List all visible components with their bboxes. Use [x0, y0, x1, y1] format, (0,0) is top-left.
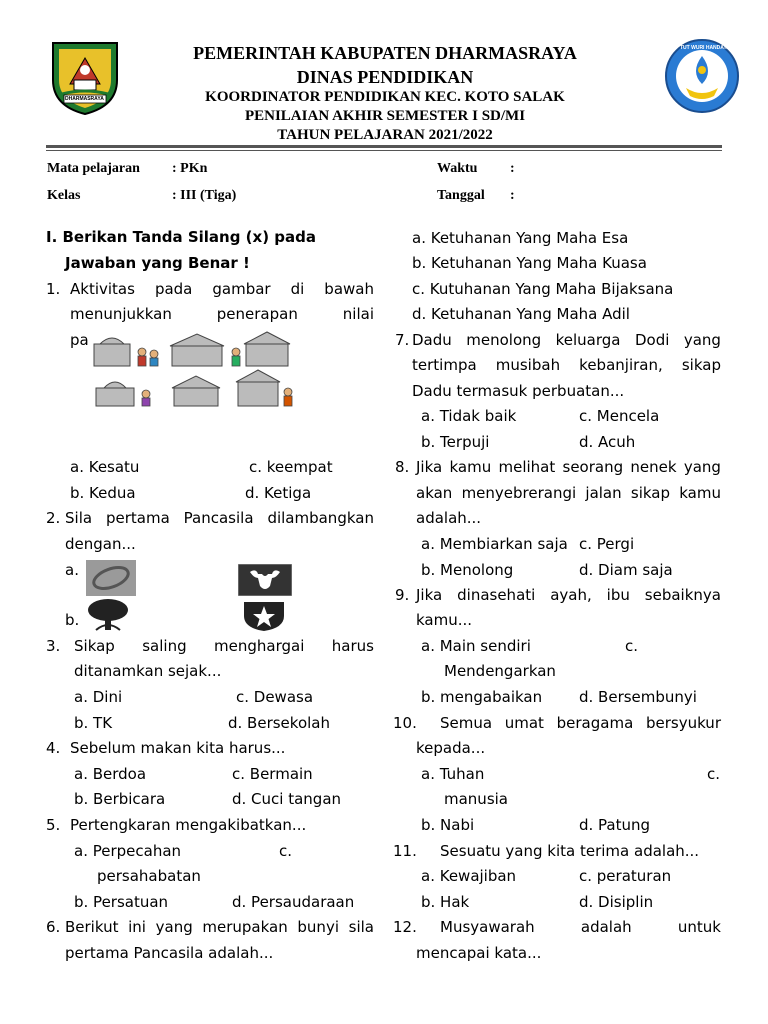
- section-title-2: Jawaban yang Benar !: [65, 254, 250, 272]
- q2-line2: dengan...: [65, 535, 136, 553]
- class-value: : III (Tiga): [172, 188, 237, 203]
- q10-line2: kepada...: [416, 739, 486, 757]
- q6-line2: pertama Pancasila adalah...: [65, 944, 274, 962]
- q7-line1: Dadu menolong keluarga Dodi yang: [412, 331, 721, 349]
- q11-option-c: c. peraturan: [579, 867, 672, 885]
- q7-option-d: d. Acuh: [579, 433, 636, 451]
- q4-number: 4.: [46, 739, 61, 757]
- q11-option-b: b. Hak: [421, 893, 470, 911]
- q6-option-a: a. Ketuhanan Yang Maha Esa: [412, 229, 629, 247]
- q11-option-a: a. Kewajiban: [421, 867, 517, 885]
- q7-option-a: a. Tidak baik: [421, 407, 517, 425]
- q5-option-a: a. Perpecahan: [74, 842, 182, 860]
- q8-option-d: d. Diam saja: [579, 561, 673, 579]
- q3-line2: ditanamkan sejak...: [74, 662, 222, 680]
- header-rule-thin: [46, 150, 722, 151]
- q5-option-c-text: persahabatan: [97, 867, 201, 885]
- q9-line1: Jika dinasehati ayah, ibu sebaiknya: [416, 586, 721, 604]
- q9-option-a: a. Main sendiri: [421, 637, 531, 655]
- q1-option-d: d. Ketiga: [245, 484, 312, 502]
- star-symbol-image: [242, 600, 286, 632]
- q5-option-c: c.: [279, 842, 293, 860]
- q8-number: 8.: [395, 458, 410, 476]
- q12-line1: Musyawarah adalah untuk: [440, 918, 721, 936]
- q7-option-b: b. Terpuji: [421, 433, 490, 451]
- q10-option-c-text: manusia: [444, 790, 508, 808]
- q6-option-d: d. Ketuhanan Yang Maha Adil: [412, 305, 630, 323]
- header-rule-thick: [46, 145, 722, 148]
- q4-option-a: a. Berdoa: [74, 765, 147, 783]
- q5-option-b: b. Persatuan: [74, 893, 169, 911]
- section-title: I. Berikan Tanda Silang (x) pada: [46, 228, 316, 246]
- q3-number: 3.: [46, 637, 61, 655]
- q11-option-d: d. Disiplin: [579, 893, 654, 911]
- bull-head-symbol-image: [238, 564, 292, 596]
- dharmasraya-logo: [50, 40, 120, 116]
- q7-line2: tertimpa musibah kebanjiran, sikap: [412, 356, 721, 374]
- date-label: Tanggal: [437, 188, 485, 203]
- q5-number: 5.: [46, 816, 61, 834]
- q3-option-d: d. Bersekolah: [228, 714, 330, 732]
- q9-line2: kamu...: [416, 611, 473, 629]
- q7-option-c: c. Mencela: [579, 407, 660, 425]
- q8-option-a: a. Membiarkan saja: [421, 535, 568, 553]
- q7-line3: Dadu termasuk perbuatan...: [412, 382, 625, 400]
- q6-line1: Berikut ini yang merupakan bunyi sila: [65, 918, 374, 936]
- q3-option-c: c. Dewasa: [236, 688, 314, 706]
- q12-number: 12.: [393, 918, 417, 936]
- q1-option-c: c. keempat: [249, 458, 333, 476]
- q12-line2: mencapai kata...: [416, 944, 542, 962]
- q6-number: 6.: [46, 918, 61, 936]
- q2-option-a: a.: [65, 561, 79, 579]
- time-value: :: [510, 161, 515, 176]
- q10-option-b: b. Nabi: [421, 816, 475, 834]
- header-line2: DINAS PENDIDIKAN: [296, 67, 474, 87]
- q2-option-b: b.: [65, 611, 80, 629]
- q3-option-a: a. Dini: [74, 688, 123, 706]
- q4-line1: Sebelum makan kita harus...: [70, 739, 286, 757]
- q8-option-b: b. Menolong: [421, 561, 514, 579]
- header-line5: TAHUN PELAJARAN 2021/2022: [277, 127, 493, 143]
- q10-option-d: d. Patung: [579, 816, 651, 834]
- q5-option-d: d. Persaudaraan: [232, 893, 355, 911]
- q9-option-b: b. mengabaikan: [421, 688, 543, 706]
- chain-symbol-image: [86, 560, 136, 596]
- q9-option-c-text: Mendengarkan: [444, 662, 556, 680]
- q1-line1: Aktivitas pada gambar di bawah: [70, 280, 374, 298]
- q10-option-c: c.: [707, 765, 721, 783]
- q8-option-c: c. Pergi: [579, 535, 635, 553]
- q10-number: 10.: [393, 714, 417, 732]
- time-label: Waktu: [437, 161, 478, 176]
- q4-option-b: b. Berbicara: [74, 790, 166, 808]
- q8-line3: adalah...: [416, 509, 482, 527]
- q3-option-b: b. TK: [74, 714, 113, 732]
- q11-number: 11.: [393, 842, 417, 860]
- dharmasraya-logo-text: DHARMASRAYA: [65, 96, 104, 102]
- q8-line1: Jika kamu melihat seorang nenek yang: [416, 458, 721, 476]
- tut-wuri-handayani-logo: [664, 38, 740, 114]
- q2-number: 2.: [46, 509, 61, 527]
- q1-number: 1.: [46, 280, 61, 298]
- q11-line1: Sesuatu yang kita terima adalah...: [440, 842, 700, 860]
- q1-option-b: b. Kedua: [70, 484, 136, 502]
- header-line3: KOORDINATOR PENDIDIKAN KEC. KOTO SALAK: [205, 89, 565, 105]
- q9-number: 9.: [395, 586, 410, 604]
- q8-line2: akan menyebrerangi jalan sikap kamu: [416, 484, 721, 502]
- class-label: Kelas: [47, 188, 81, 203]
- q1-line2: menunjukkan penerapan nilai: [70, 305, 374, 323]
- q5-line1: Pertengkaran mengakibatkan...: [70, 816, 307, 834]
- q9-option-c: c.: [625, 637, 639, 655]
- q4-option-d: d. Cuci tangan: [232, 790, 342, 808]
- q6-option-b: b. Ketuhanan Yang Maha Kuasa: [412, 254, 647, 272]
- subject-value: : PKn: [172, 161, 208, 176]
- q2-line1: Sila pertama Pancasila dilambangkan: [65, 509, 374, 527]
- header-line4: PENILAIAN AKHIR SEMESTER I SD/MI: [244, 108, 526, 124]
- q4-option-c: c. Bermain: [232, 765, 313, 783]
- banyan-tree-symbol-image: [86, 598, 130, 632]
- header-line1: PEMERINTAH KABUPATEN DHARMASRAYA: [193, 43, 577, 63]
- q1-activity-illustration: [90, 330, 296, 412]
- q9-option-d: d. Bersembunyi: [579, 688, 697, 706]
- q7-number: 7.: [395, 331, 410, 349]
- q1-option-a: a. Kesatu: [70, 458, 140, 476]
- q10-line1: Semua umat beragama bersyukur: [440, 714, 721, 732]
- subject-label: Mata pelajaran: [47, 161, 140, 176]
- q3-line1: Sikap saling menghargai harus: [74, 637, 374, 655]
- q1-line3: pa: [70, 331, 89, 349]
- q10-option-a: a. Tuhan: [421, 765, 485, 783]
- date-value: :: [510, 188, 515, 203]
- q6-option-c: c. Kutuhanan Yang Maha Bijaksana: [412, 280, 674, 298]
- tut-wuri-text: TUT WURI HANDAYANI: [680, 45, 735, 51]
